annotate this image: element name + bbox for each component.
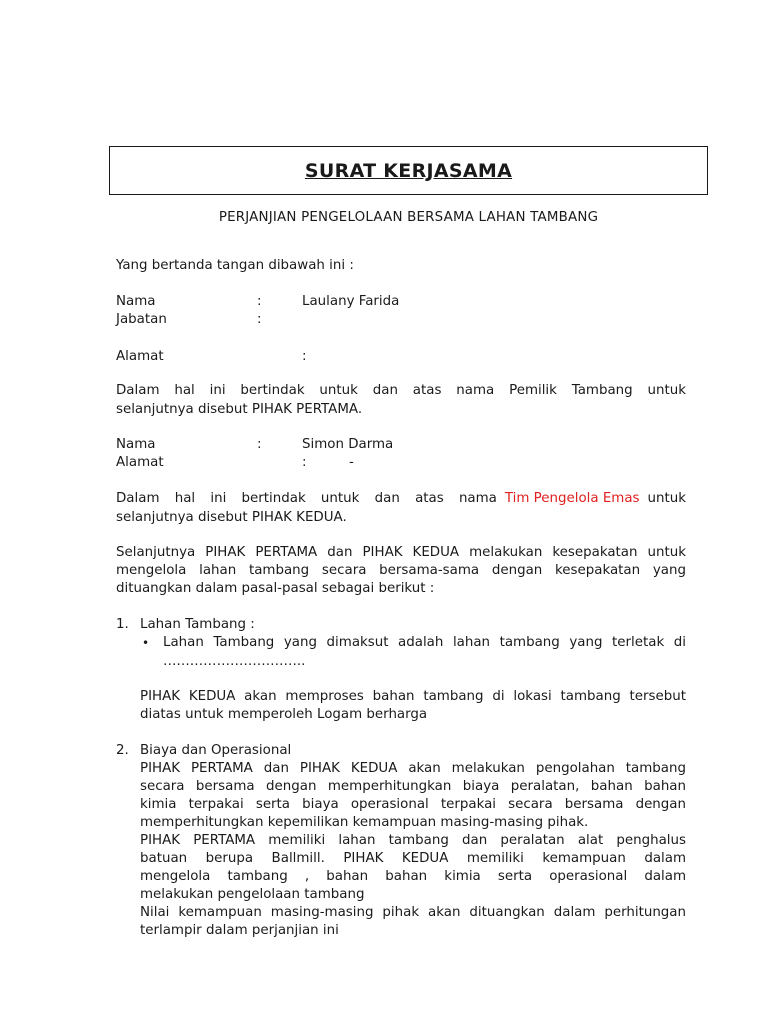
section1-para-line2: diatas untuk memperoleh Logam berharga [140, 707, 428, 722]
document-title: SURAT KERJASAMA [304, 159, 513, 182]
party2-team-name: Tim Pengelola Emas [504, 491, 640, 506]
section1-bullet-line2: ………………………….. [163, 654, 306, 669]
section2-p2-line2: batuan berupa Ballmill. PIHAK KEDUA memiliki kemampuan dalam [140, 851, 686, 866]
section2-p3-line1: Nilai kemampuan masing-masing pihak akan dituangkan dalam perhitungan [140, 905, 686, 920]
party1-alamat-colon: : [302, 349, 307, 364]
party2-desc-line1 [116, 491, 686, 506]
section2-p1-line3: kimia terpakai serta biaya operasional terpakai secara bersama dengan [140, 797, 686, 812]
section1-bullet-line1: Lahan Tambang yang dimaksut adalah lahan tambang yang terletak di [163, 635, 686, 650]
section1-number: 1. [116, 617, 129, 632]
section2-p3-line2: terlampir dalam perjanjian ini [140, 923, 339, 938]
section2-p1-line1: PIHAK PERTAMA dan PIHAK KEDUA akan melakukan pengolahan tambang [140, 761, 686, 776]
document-subtitle: PERJANJIAN PENGELOLAAN BERSAMA LAHAN TAMBANG [218, 210, 599, 225]
party1-desc-line1: Dalam hal ini bertindak untuk dan atas nama Pemilik Tambang untuk [116, 383, 686, 398]
party1-nama-value: Laulany Farida [302, 294, 400, 309]
party1-alamat-label: Alamat [116, 349, 164, 364]
intro-text: Yang bertanda tangan dibawah ini : [116, 258, 354, 273]
party1-jabatan-label: Jabatan [116, 312, 167, 327]
section2-p1-line4: memperhitungkan kepemilikan kemampuan masing-masing pihak. [140, 815, 589, 830]
party2-nama-colon: : [257, 437, 262, 452]
section2-p2-line4: melakukan pengelolaan tambang [140, 887, 365, 902]
party2-nama-value: Simon Darma [302, 437, 394, 452]
party1-nama-colon: : [257, 294, 262, 309]
party2-alamat-value: - [349, 455, 354, 470]
party2-desc-pre: Dalam hal ini bertindak untuk dan atas nama [116, 491, 497, 506]
agreement-intro-line2: mengelola lahan tambang secara bersama-sama dengan kesepakatan yang [116, 563, 686, 578]
party2-alamat-label: Alamat [116, 455, 164, 470]
party2-alamat-colon: : [302, 455, 307, 470]
party1-desc-line2: selanjutnya disebut PIHAK PERTAMA. [116, 402, 363, 417]
party1-jabatan-colon: : [257, 312, 262, 327]
title-box [109, 146, 708, 195]
section2-p1-line2: secara bersama dengan memperhitungkan biaya peralatan, bahan bahan [140, 779, 686, 794]
section2-heading: Biaya dan Operasional [140, 743, 292, 758]
section1-para-line1: PIHAK KEDUA akan memproses bahan tambang di lokasi tambang tersebut [140, 689, 686, 704]
agreement-intro-line1: Selanjutnya PIHAK PERTAMA dan PIHAK KEDUA melakukan kesepakatan untuk [116, 545, 686, 560]
party2-desc-post: untuk [647, 491, 686, 506]
section1-heading: Lahan Tambang : [140, 617, 255, 632]
section2-p2-line1: PIHAK PERTAMA memiliki lahan tambang dan peralatan alat penghalus [140, 833, 686, 848]
section2-p2-line3: mengelola tambang , bahan bahan kimia serta operasional dalam [140, 869, 686, 884]
party2-desc-line2: selanjutnya disebut PIHAK KEDUA. [116, 510, 347, 525]
section2-number: 2. [116, 743, 129, 758]
bullet-icon: • [142, 636, 150, 650]
party2-nama-label: Nama [116, 437, 156, 452]
party1-nama-label: Nama [116, 294, 156, 309]
agreement-intro-line3: dituangkan dalam pasal-pasal sebagai berikut : [116, 581, 435, 596]
